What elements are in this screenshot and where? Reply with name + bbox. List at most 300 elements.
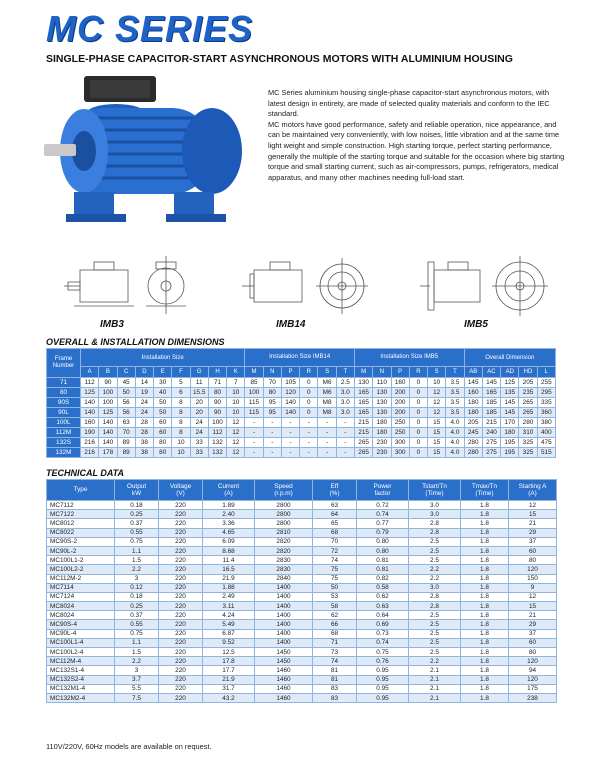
dimension-cell: - [281,418,299,428]
technical-cell: 2840 [255,574,313,583]
imb5-drawing [420,252,560,322]
dimension-cell: 180 [373,418,391,428]
type-cell: MC132S1-4 [47,666,115,675]
dimension-cell: - [318,418,336,428]
technical-cell: 2.2 [409,565,461,574]
technical-cell: 2.8 [409,519,461,528]
technical-cell: 2.5 [409,638,461,647]
dimension-cell: 15.5 [190,388,208,398]
dimension-cell: - [245,418,263,428]
dimension-cell: 10 [428,378,446,388]
dimension-cell: 190 [81,428,99,438]
dimension-cell: - [281,428,299,438]
technical-cell: 2.8 [409,602,461,611]
technical-cell: 2.2 [115,657,159,666]
technical-cell: 0.75 [115,537,159,546]
technical-column-header [409,480,461,501]
dimension-cell: 12 [428,398,446,408]
technical-cell: 1.8 [461,519,509,528]
technical-cell: 2820 [255,537,313,546]
technical-cell: 3.11 [203,602,255,611]
technical-cell: 1.1 [115,638,159,647]
technical-cell: 1.8 [461,666,509,675]
technical-cell: 220 [159,592,203,601]
dimension-cell: 10 [227,408,245,418]
technical-cell: 21 [509,519,557,528]
technical-cell: 6.09 [203,537,255,546]
technical-cell: 0.75 [115,629,159,638]
technical-column-header [47,480,115,501]
technical-cell: 0.25 [115,510,159,519]
dimension-cell: 8 [172,408,190,418]
technical-cell: 1.8 [461,528,509,537]
dimension-cell: 80 [263,388,281,398]
technical-cell: 0.80 [357,537,409,546]
dimension-cell: 165 [354,408,372,418]
type-cell: MC90L-4 [47,629,115,638]
dimension-cell: 145 [482,378,500,388]
dimension-cell: 215 [354,418,372,428]
technical-cell: 220 [159,620,203,629]
technical-cell: 21.9 [203,574,255,583]
table-row [47,510,557,519]
technical-cell: 37 [509,629,557,638]
dimension-cell: 90 [208,408,226,418]
dimension-cell: 165 [354,398,372,408]
technical-cell: 1450 [255,648,313,657]
technical-cell: 120 [509,657,557,666]
dimension-cell: 515 [537,448,555,458]
technical-cell: 220 [159,501,203,510]
technical-cell: 2.49 [203,592,255,601]
technical-cell: 2.5 [409,537,461,546]
dimension-column-header: P [391,367,409,378]
dimension-cell: 230 [373,448,391,458]
description-paragraph: MC Series aluminium housing single-phase capacitor-start asynchronous motors, with latest design in entirety, are made of selected quality materials and conform to the IEC standard. [268,88,550,119]
dimension-cell: 130 [373,398,391,408]
type-cell: MC132S2-4 [47,675,115,684]
dimension-cell: 140 [281,408,299,418]
technical-cell: 62 [313,611,357,620]
dimension-cell: 95 [263,408,281,418]
dimension-cell: 185 [482,408,500,418]
technical-cell: 83 [313,684,357,693]
table-row [47,574,557,583]
dimension-cell: 0 [409,438,427,448]
group-header: Installation Size [81,349,245,367]
type-cell: MC90L-2 [47,546,115,555]
technical-cell: 83 [313,693,357,702]
dimension-cell: 15 [428,448,446,458]
dimension-cell: 205 [519,378,537,388]
technical-cell: 0.55 [115,620,159,629]
table-row [47,398,556,408]
table-row [47,546,557,555]
dimension-cell: 115 [245,398,263,408]
dimension-cell: 235 [519,388,537,398]
table-row [47,556,557,565]
type-cell: MC100L2-4 [47,648,115,657]
dimension-cell: 33 [190,438,208,448]
dimension-cell: 4.0 [446,418,464,428]
technical-cell: 2.5 [409,556,461,565]
technical-cell: 60 [509,638,557,647]
technical-cell: 2.2 [115,565,159,574]
dimension-cell: 145 [464,378,482,388]
technical-cell: 60 [509,546,557,555]
dimension-cell: 216 [81,438,99,448]
technical-cell: 15 [509,510,557,519]
technical-cell: 58 [313,602,357,611]
dimension-cell: 205 [464,418,482,428]
technical-cell: 1.5 [115,556,159,565]
dimension-cell: 112 [81,378,99,388]
dimension-cell: 132 [208,448,226,458]
technical-cell: 0.12 [115,583,159,592]
imb5-label: IMB5 [464,319,488,330]
dimension-cell: 0 [409,408,427,418]
dimension-cell: 475 [537,438,555,448]
technical-cell: 1.8 [461,592,509,601]
dimension-cell: - [263,448,281,458]
table-row [47,602,557,611]
dimension-cell: 70 [263,378,281,388]
header-unit: (Time) [475,490,494,497]
dimension-column-header: M [245,367,263,378]
dimension-cell: 12 [428,388,446,398]
technical-column-header [357,480,409,501]
dimension-cell: 6 [172,388,190,398]
dimension-cell: 200 [391,388,409,398]
dimension-cell: 100 [208,418,226,428]
table-row [47,388,556,398]
dimension-cell: 140 [99,428,117,438]
header-unit: kW [131,490,142,497]
dimension-cell: 135 [501,388,519,398]
dimension-cell: 310 [519,428,537,438]
dimension-cell: 15 [428,438,446,448]
technical-cell: 0.25 [115,602,159,611]
technical-cell: 2.1 [409,684,461,693]
technical-cell: 2.1 [409,675,461,684]
dimension-cell: 63 [117,418,135,428]
dimension-cell: 140 [81,408,99,418]
dimension-cell: 3.0 [336,388,354,398]
technical-cell: 0.79 [357,528,409,537]
dimension-cell: - [281,438,299,448]
dimension-cell: - [245,438,263,448]
technical-cell: 220 [159,629,203,638]
dimension-cell: 4.0 [446,428,464,438]
technical-cell: 220 [159,638,203,647]
technical-cell: 1460 [255,684,313,693]
type-cell: MC7112 [47,501,115,510]
group-header: Installation Size IMB14 [245,349,355,367]
table-row [47,638,557,647]
frame-cell: 90S [47,398,81,408]
technical-cell: 29 [509,620,557,629]
technical-cell: 2810 [255,528,313,537]
dimension-cell: 380 [537,418,555,428]
dimension-cell: 180 [464,398,482,408]
dimension-cell: 280 [464,438,482,448]
table-row [47,418,556,428]
dimension-column-header: AC [482,367,500,378]
dimension-cell: 255 [537,378,555,388]
technical-cell: 1.8 [461,565,509,574]
technical-cell: 0.37 [115,611,159,620]
dimension-cell: 112 [208,428,226,438]
technical-cell: 220 [159,611,203,620]
dimension-cell: 250 [391,428,409,438]
type-cell: MC7122 [47,510,115,519]
dimension-cell: 100 [99,398,117,408]
dimension-cell: 5 [172,378,190,388]
dimension-column-header: N [373,367,391,378]
technical-cell: 2800 [255,510,313,519]
type-cell: MC8012 [47,519,115,528]
dimension-cell: 360 [537,408,555,418]
table-row [47,583,557,592]
dimension-cell: 24 [190,428,208,438]
technical-cell: 94 [509,666,557,675]
table-row [47,629,557,638]
dimension-cell: 3.5 [446,378,464,388]
dimension-cell: 12 [428,408,446,418]
header-line: Type [73,486,88,494]
frame-cell: 71 [47,378,81,388]
technical-cell: 68 [313,629,357,638]
type-cell: MC8022 [47,528,115,537]
technical-cell: 75 [313,574,357,583]
table-row [47,438,556,448]
dimension-cell: 0 [300,378,318,388]
dimension-cell: 90 [208,398,226,408]
technical-cell: 0.58 [357,583,409,592]
technical-cell: 0.63 [357,602,409,611]
dimension-cell: 12 [227,418,245,428]
dimension-cell: 280 [464,448,482,458]
technical-cell: 21.9 [203,675,255,684]
dimension-cell: 12 [227,438,245,448]
dimension-cell: 4.0 [446,448,464,458]
dimension-cell: 200 [391,408,409,418]
technical-cell: 2.2 [409,574,461,583]
dimension-column-header: H [208,367,226,378]
technical-cell: 1.8 [461,638,509,647]
dimension-cell: M6 [318,378,336,388]
dimension-cell: M8 [318,398,336,408]
dimension-cell: 265 [354,448,372,458]
dimension-cell: 105 [281,378,299,388]
dimension-cell: 28 [135,418,153,428]
dimension-cell: 170 [501,418,519,428]
dimension-cell: 0 [300,388,318,398]
type-cell: MC7114 [47,583,115,592]
dimension-cell: 180 [464,408,482,418]
technical-cell: 3.36 [203,519,255,528]
technical-column-header [461,480,509,501]
dimension-column-header: B [99,367,117,378]
technical-cell: 1400 [255,611,313,620]
type-cell: MC112M-2 [47,574,115,583]
dimension-column-header: S [428,367,446,378]
dimension-cell: 24 [135,408,153,418]
header-line: Eff [330,482,339,490]
dimension-cell: 10 [227,398,245,408]
dimension-cell: 140 [281,398,299,408]
technical-cell: 2820 [255,546,313,555]
header-unit: (V) [176,490,185,497]
dimension-cell: 245 [464,428,482,438]
technical-cell: 1.8 [461,602,509,611]
technical-cell: 2.1 [409,693,461,702]
dimension-cell: 195 [501,438,519,448]
group-header: Overall Dimension [464,349,555,367]
frame-cell: 100L [47,418,81,428]
technical-cell: 3 [115,574,159,583]
dimension-cell: 12 [227,428,245,438]
technical-cell: 7.5 [115,693,159,702]
dimension-cell: 130 [373,388,391,398]
technical-cell: 2.5 [409,611,461,620]
table-row [47,675,557,684]
dimension-cell: 12 [227,448,245,458]
dimension-cell: 132 [208,438,226,448]
technical-table [46,479,557,703]
table-row [47,657,557,666]
dimension-cell: 200 [391,398,409,408]
dimension-cell: 40 [154,388,172,398]
technical-cell: 9.52 [203,638,255,647]
dimension-cell: 216 [81,448,99,458]
technical-cell: 1.8 [461,583,509,592]
dimension-cell: 3.5 [446,398,464,408]
dimension-cell: 0 [409,378,427,388]
technical-cell: 11.4 [203,556,255,565]
dimension-cell: 14 [135,378,153,388]
header-line: Tstart/Tn [422,482,447,490]
technical-cell: 2.2 [409,657,461,666]
dimension-column-header: R [300,367,318,378]
technical-cell: 1.8 [461,648,509,657]
dimension-cell: 4.0 [446,438,464,448]
dimension-cell: 160 [464,388,482,398]
dimension-column-header: M [354,367,372,378]
technical-cell: 220 [159,546,203,555]
dimension-cell: 95 [263,398,281,408]
dimension-cell: 130 [373,408,391,418]
table-row [47,428,556,438]
technical-cell: 220 [159,648,203,657]
technical-cell: 1.89 [203,501,255,510]
technical-cell: 1.8 [461,510,509,519]
table-row [47,408,556,418]
technical-cell: 53 [313,592,357,601]
dimension-cell: 85 [245,378,263,388]
dimension-cell: - [300,438,318,448]
dimension-cell: 0 [409,418,427,428]
technical-cell: 3.0 [409,583,461,592]
table-row [47,611,557,620]
header-unit: (A) [528,490,537,497]
dimension-cell: 250 [391,418,409,428]
technical-cell: 1400 [255,629,313,638]
dimension-column-header: K [227,367,245,378]
header-line: Tmax/Tn [471,482,498,490]
frame-cell: 112M [47,428,81,438]
dimension-cell: 19 [135,388,153,398]
dimension-cell: M8 [318,408,336,418]
technical-cell: 220 [159,528,203,537]
header-line: Starting A [518,482,547,490]
dimension-column-header: F [172,367,190,378]
dimension-cell: - [336,418,354,428]
type-cell: MC100L1-4 [47,638,115,647]
product-description [268,88,568,183]
dimension-column-header: E [154,367,172,378]
dimension-column-header: N [263,367,281,378]
table-row [47,648,557,657]
dimension-cell: 3.5 [446,408,464,418]
dimension-cell: 89 [117,438,135,448]
technical-cell: 65 [313,519,357,528]
technical-cell: 1.8 [461,501,509,510]
dimension-column-header: L [537,367,555,378]
type-cell: MC132M2-4 [47,693,115,702]
technical-cell: 9 [509,583,557,592]
technical-cell: 2.5 [409,648,461,657]
table-row [47,528,557,537]
dimension-cell: 180 [373,428,391,438]
dimension-cell: 178 [99,448,117,458]
technical-cell: 220 [159,510,203,519]
technical-cell: 80 [509,648,557,657]
technical-cell: 70 [313,537,357,546]
technical-cell: 220 [159,684,203,693]
technical-cell: 81 [313,675,357,684]
dimension-column-header: T [336,367,354,378]
technical-cell: 1400 [255,602,313,611]
dimension-cell: 50 [154,398,172,408]
dimension-cell: 180 [501,428,519,438]
technical-cell: 1450 [255,657,313,666]
header-unit: (Time) [425,490,444,497]
technical-cell: 0.69 [357,620,409,629]
dimension-cell: 160 [391,378,409,388]
dimension-cell: 80 [154,448,172,458]
dimension-cell: 33 [190,448,208,458]
technical-cell: 1.5 [115,648,159,657]
technical-column-header [313,480,357,501]
technical-cell: 4.65 [203,528,255,537]
technical-cell: 1400 [255,592,313,601]
technical-cell: 2.8 [409,528,461,537]
group-header: Installation Size IMB5 [354,349,464,367]
technical-cell: 1.88 [203,583,255,592]
table-row [47,448,556,458]
table-row [47,501,557,510]
technical-cell: 0.77 [357,519,409,528]
dimension-cell: 140 [99,438,117,448]
technical-cell: 15 [509,602,557,611]
dimension-cell: 56 [117,408,135,418]
table-row [47,565,557,574]
technical-cell: 0.18 [115,501,159,510]
technical-cell: 66 [313,620,357,629]
dimension-cell: 125 [99,408,117,418]
dimension-cell: - [300,448,318,458]
